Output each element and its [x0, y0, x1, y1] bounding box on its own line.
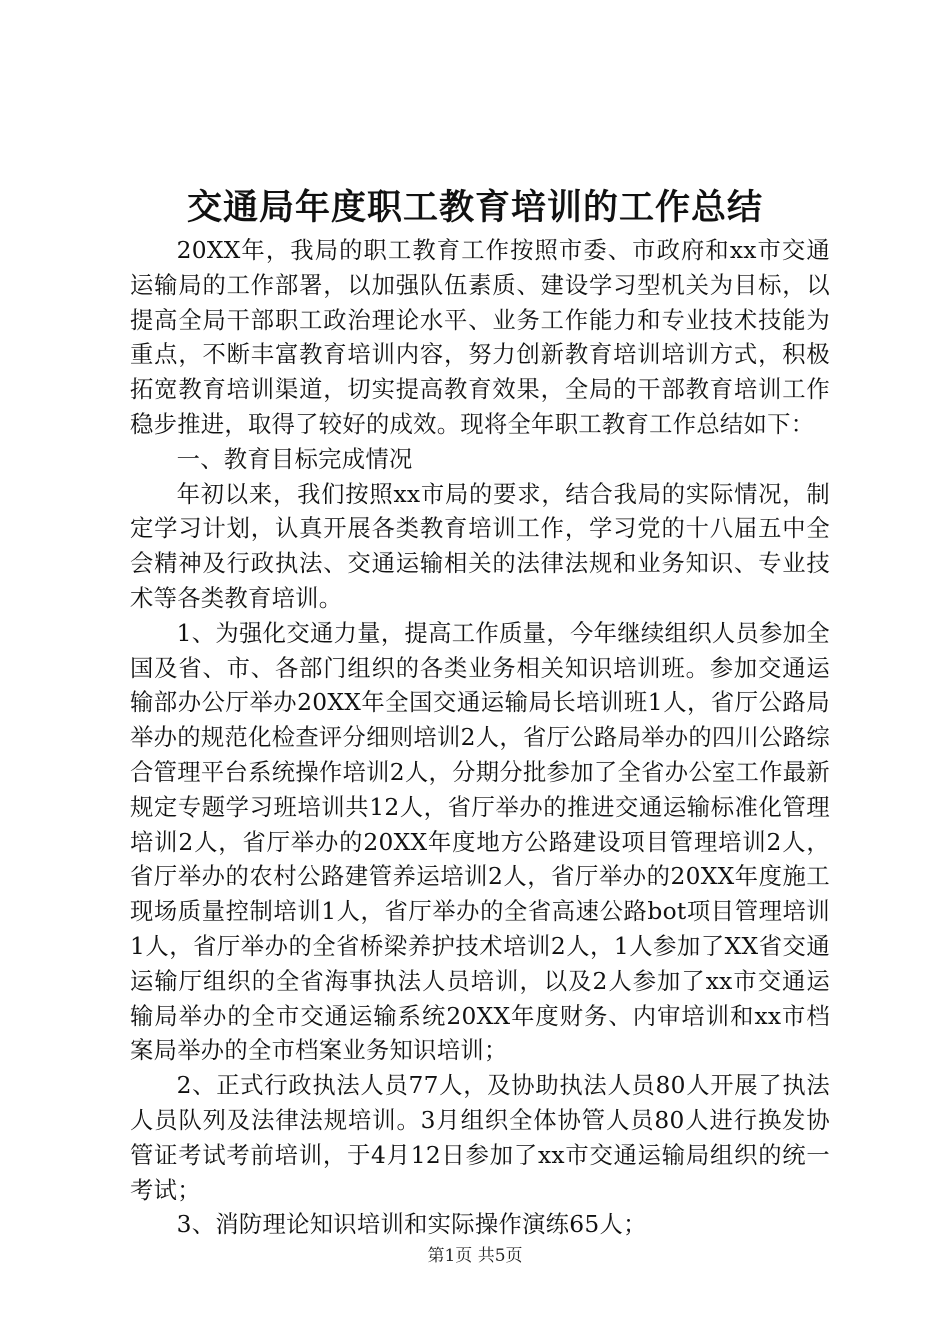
list-item-3: 3、消防理论知识培训和实际操作演练65人； — [176, 1211, 647, 1239]
document-title: 交通局年度职工教育培训的工作总结 — [186, 187, 763, 228]
list-item-1: 1、为强化交通力量，提高工作质量，今年继续组织人员参加全国及省、市、各部门组织的各类业务相关知识培训班。参加交通运输部办公厅举办20XX年全国交通运输局长培训班1人，省厅公路局举办的规范化检查评分细则培训2人，省厅公路局举办的四川公路综合管理平台系统操作培训2人，分期分批参加了全省办公室工作最新规定专题学习班培训共12人，省厅举办的推进交通运输标准化管理培训2人，省厅举办的20XX年度地方公路建设项目管理培训2人，省厅举办的农村公路建管养运培训2人，省厅举办的20XX年度施工现场质量控制培训1人，省厅举办的全省高速公路bot项目管理培训1人，省厅举办的全省桥梁养护技术培训2人，1人参加了XX省交通运输厅组织的全省海事执法人员培训，以及2人参加了xx市交通运输局举办的全市交通运输系统20XX年度财务、内审培训和xx市档案局举办的全市档案业务知识培训； — [130, 619, 830, 1065]
list-item-2: 2、正式行政执法人员77人，及协助执法人员80人开展了执法人员队列及法律法规培训。3月组织全体协管人员80人进行换发协管证考试考前培训，于4月12日参加了xx市交通运输局组织的统一考试； — [130, 1072, 830, 1204]
document-body — [130, 234, 830, 1243]
section-paragraph: 年初以来，我们按照xx市局的要求，结合我局的实际情况，制定学习计划，认真开展各类教育培训工作，学习党的十八届五中全会精神及行政执法、交通运输相关的法律法规和业务知识、专业技术等各类教育培训。 — [130, 480, 830, 612]
intro-paragraph: 20XX年，我局的职工教育工作按照市委、市政府和xx市交通运输局的工作部署，以加强队伍素质、建设学习型机关为目标，以提高全局干部职工政治理论水平、业务工作能力和专业技术技能为重点，不断丰富教育培训内容，努力创新教育培训培训方式，积极拓宽教育培训渠道，切实提高教育效果，全局的干部教育培训工作稳步推进，取得了较好的成效。现将全年职工教育工作总结如下： — [130, 237, 830, 438]
section-heading: 一、教育目标完成情况 — [176, 445, 413, 473]
page-number-footer: 第1页 共5页 — [427, 1246, 523, 1266]
